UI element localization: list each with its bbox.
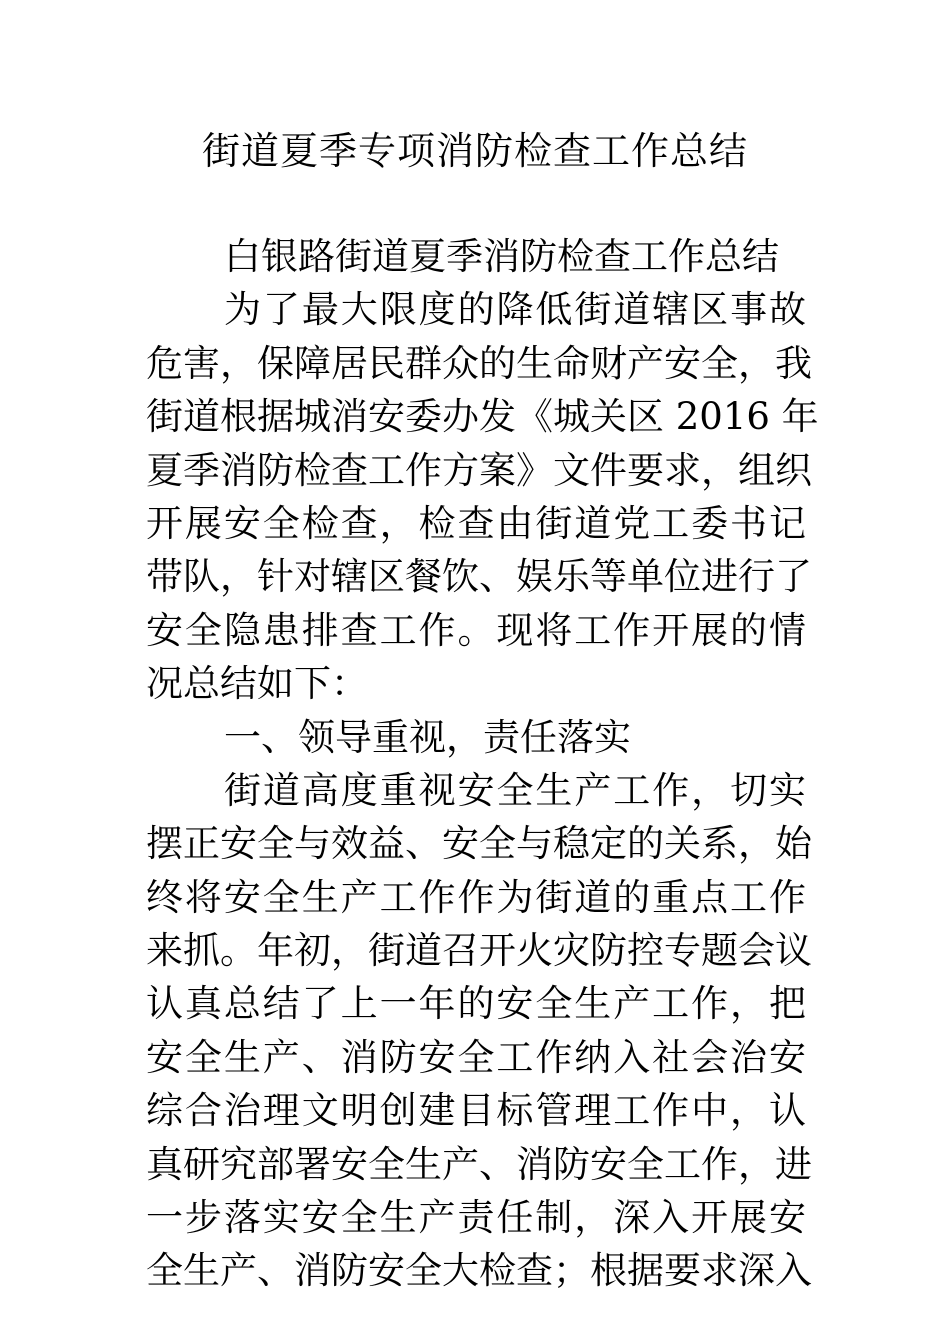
- paragraph-line: 开展安全检查，检查由街道党工委书记: [146, 501, 806, 545]
- paragraph-line: 街道高度重视安全生产工作，切实: [224, 768, 806, 812]
- paragraph-line: 全生产、消防安全大检查；根据要求深入: [146, 1249, 812, 1293]
- document-title: 街道夏季专项消防检查工作总结: [201, 129, 748, 173]
- paragraph-line: 摆正安全与效益、安全与稳定的关系，始: [146, 822, 812, 866]
- paragraph-line: 带队，针对辖区餐饮、娱乐等单位进行了: [146, 555, 812, 599]
- subtitle-line: 白银路街道夏季消防检查工作总结: [224, 235, 779, 278]
- paragraph-line: 终将安全生产工作作为街道的重点工作: [146, 875, 806, 919]
- paragraph-line: 危害，保障居民群众的生命财产安全，我: [146, 341, 812, 385]
- paragraph-line: 综合治理文明创建目标管理工作中，认: [146, 1089, 806, 1133]
- paragraph-line: 真研究部署安全生产、消防安全工作，进: [146, 1142, 812, 1186]
- paragraph-line: 街道根据城消安委办发《城关区 2016 年: [146, 395, 819, 439]
- paragraph-line: 认真总结了上一年的安全生产工作，把: [146, 982, 806, 1026]
- paragraph-line: 况总结如下：: [146, 662, 368, 706]
- paragraph-line: 安全隐患排查工作。现将工作开展的情: [146, 608, 806, 652]
- paragraph-line: 安全生产、消防安全工作纳入社会治安: [146, 1035, 806, 1079]
- paragraph-line: 夏季消防检查工作方案》文件要求，组织: [146, 448, 812, 492]
- paragraph-line: 为了最大限度的降低街道辖区事故: [224, 288, 806, 332]
- section-heading: 一、领导重视，责任落实: [224, 715, 631, 759]
- document-body: [146, 230, 819, 1298]
- paragraph-line: 一步落实安全生产责任制，深入开展安: [146, 1196, 806, 1240]
- paragraph-line: 来抓。年初，街道召开火灾防控专题会议: [146, 929, 812, 973]
